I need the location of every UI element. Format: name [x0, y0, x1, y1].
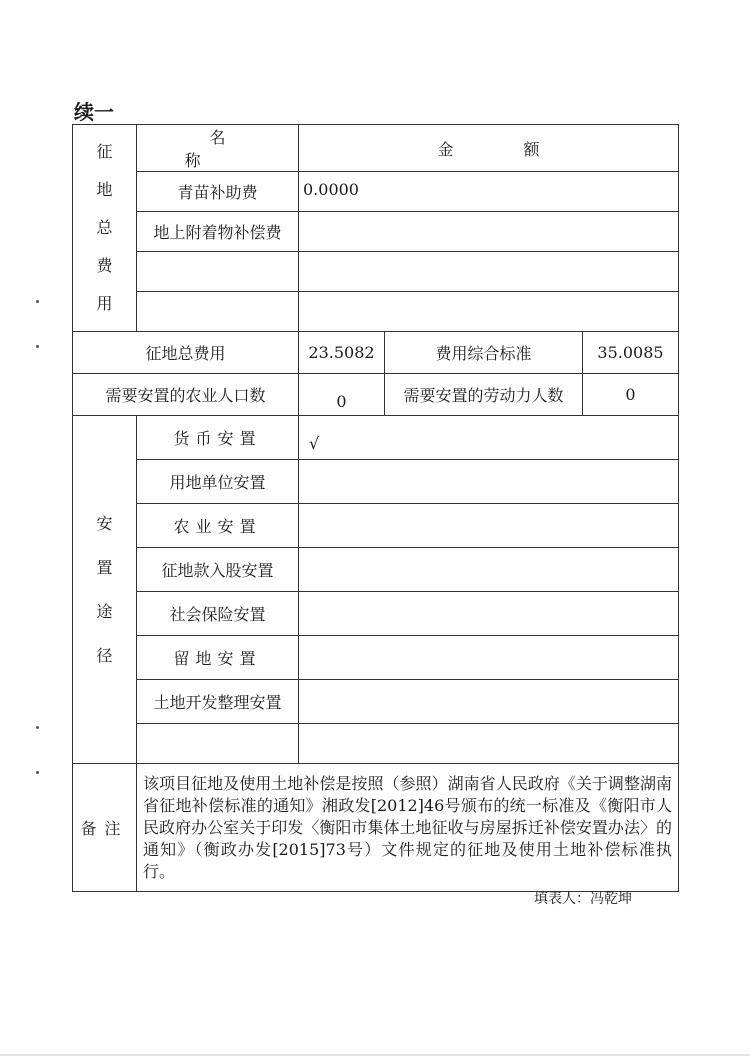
- resettlement-method: 征地款入股安置: [137, 548, 299, 592]
- fee-label-char: 征: [96, 142, 113, 161]
- resettlement-label-char: 途: [96, 601, 113, 621]
- population-row: [73, 374, 679, 416]
- fee-item-name: 地上附着物补偿费: [137, 212, 299, 252]
- scan-speck: [36, 300, 39, 303]
- resettlement-method: 用地单位安置: [137, 460, 299, 504]
- notes-label: 备注: [73, 764, 137, 892]
- resettlement-row: [73, 592, 679, 636]
- fee-row: [73, 292, 679, 332]
- resettlement-row: [73, 636, 679, 680]
- resettlement-section-label: [73, 416, 137, 764]
- farm-population-label: 需要安置的农业人口数: [73, 374, 299, 416]
- labor-count-value: 0: [583, 374, 679, 416]
- resettlement-mark: [299, 592, 679, 636]
- fee-item-name: [137, 292, 299, 332]
- resettlement-row: [73, 504, 679, 548]
- name-column-header: 名称: [137, 125, 299, 172]
- resettlement-label-char: 置: [96, 557, 113, 577]
- page-edge: [0, 1054, 750, 1056]
- fee-item-amount: [299, 212, 679, 252]
- fee-section-label: [73, 125, 137, 332]
- total-cost-value: 23.5082: [299, 332, 385, 374]
- land-acquisition-form: [72, 124, 679, 892]
- resettlement-method: 留地安置: [137, 636, 299, 680]
- resettlement-mark: [299, 724, 679, 764]
- scan-speck: [36, 726, 39, 729]
- fee-label-char: 总: [96, 218, 113, 237]
- resettlement-label-char: 安: [96, 513, 113, 533]
- check-mark: √: [299, 416, 679, 460]
- resettlement-method: [137, 724, 299, 764]
- cost-standard-value: 35.0085: [583, 332, 679, 374]
- resettlement-mark: [299, 504, 679, 548]
- labor-count-label: 需要安置的劳动力人数: [385, 374, 583, 416]
- notes-text: 该项目征地及使用土地补偿是按照（参照）湖南省人民政府《关于调整湖南省征地补偿标准的通知》湘政发[2012]46号颁布的统一标准及《衡阳市人民政府办公室关于印发〈衡阳市集体土地征收与房屋拆迁补偿安置办法〉的通知》（衡政办发[2015]73号）文件规定的征地及使用土地补偿标准执行。: [137, 764, 679, 892]
- fee-item-name: 青苗补助费: [137, 172, 299, 212]
- resettlement-mark: [299, 636, 679, 680]
- fee-row: [73, 172, 679, 212]
- fee-item-name: [137, 252, 299, 292]
- resettlement-row: [73, 416, 679, 460]
- amount-column-header: 金额: [299, 125, 679, 172]
- page-heading: 续一: [74, 100, 114, 124]
- resettlement-row: [73, 724, 679, 764]
- notes-row: [73, 764, 679, 892]
- total-cost-row: [73, 332, 679, 374]
- fee-item-amount: [299, 292, 679, 332]
- total-cost-label: 征地总费用: [73, 332, 299, 374]
- resettlement-mark: [299, 548, 679, 592]
- fee-row: [73, 212, 679, 252]
- fee-label-char: 费: [96, 256, 113, 275]
- form-filler: 填表人：冯乾坤: [534, 891, 632, 907]
- fee-label-char: 用: [96, 294, 113, 313]
- fee-header-row: [73, 125, 679, 172]
- resettlement-mark: [299, 680, 679, 724]
- farm-population-value: 0: [299, 374, 385, 416]
- cost-standard-label: 费用综合标准: [385, 332, 583, 374]
- resettlement-method: 社会保险安置: [137, 592, 299, 636]
- resettlement-row: [73, 460, 679, 504]
- resettlement-mark: [299, 460, 679, 504]
- resettlement-method: 货币安置: [137, 416, 299, 460]
- scan-speck: [36, 771, 39, 774]
- fee-label-char: 地: [96, 180, 113, 199]
- scan-speck: [36, 345, 39, 348]
- fee-item-amount: 0.0000: [299, 172, 679, 212]
- resettlement-method: 农业安置: [137, 504, 299, 548]
- fee-item-amount: [299, 252, 679, 292]
- resettlement-method: 土地开发整理安置: [137, 680, 299, 724]
- fee-row: [73, 252, 679, 292]
- resettlement-label-char: 径: [96, 645, 113, 665]
- resettlement-row: [73, 548, 679, 592]
- resettlement-row: [73, 680, 679, 724]
